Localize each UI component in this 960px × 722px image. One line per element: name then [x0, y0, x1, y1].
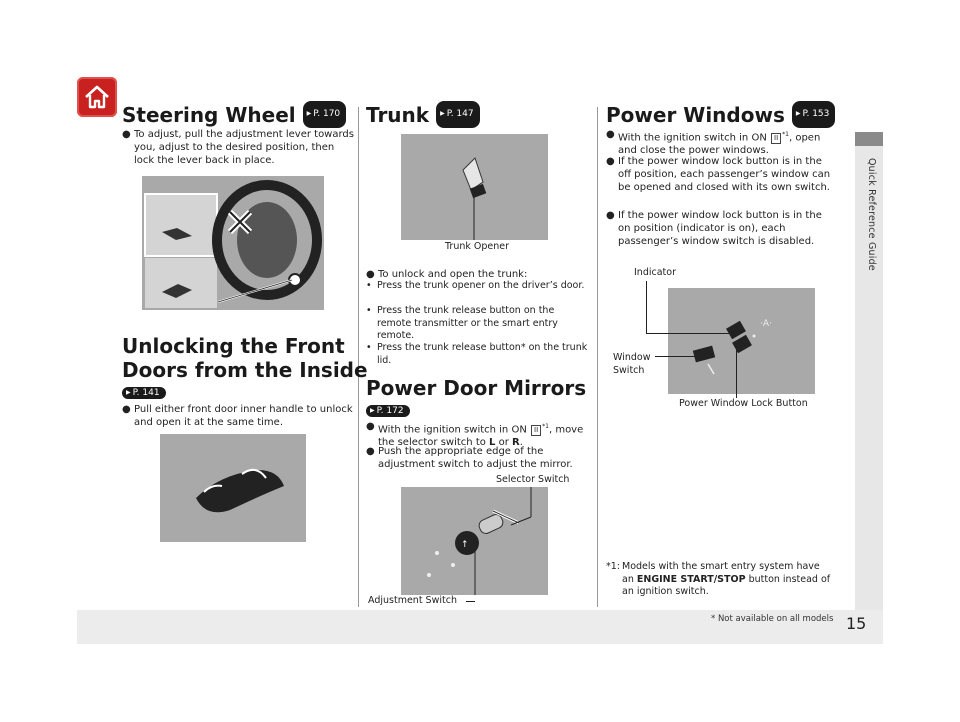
- unlocking-page-ref[interactable]: ▶ P. 141: [122, 387, 166, 399]
- mirrors-bullet-1: ● With the ignition switch in ON II $^{*1}$, move the selector switch to L or R.: [366, 421, 584, 449]
- window-switch-leader: [655, 356, 695, 357]
- steering-wheel-image: [142, 176, 324, 310]
- unlocking-bullet: ● Pull either front door inner handle to unlock and open it at the same time.: [122, 404, 353, 428]
- steering-bullet: ● To adjust, pull the adjustment lever towards you, adjust to the desired position, then lock the lever back in place.: [122, 129, 354, 166]
- page-number: 15: [846, 614, 867, 633]
- section-label: Quick Reference Guide: [866, 158, 877, 271]
- mirrors-page-ref[interactable]: ▶ P. 172: [366, 405, 410, 417]
- steering-title: Steering Wheel ▶ P. 170: [122, 103, 346, 130]
- windows-note: *1: Models with the smart entry system have an ENGINE START/STOP button instead of an ignition switch.: [606, 561, 831, 597]
- windows-bullet-1: ● With the ignition switch in ON II $^{*1}$, open and close the power windows.: [606, 129, 821, 157]
- door-handle-image: [160, 434, 306, 542]
- trunk-title: Trunk ▶ P. 147: [366, 103, 480, 130]
- trunk-opener-image: [401, 134, 548, 240]
- indicator-leader-v: [646, 281, 647, 333]
- mirrors-title: Power Door Mirrors: [366, 376, 587, 400]
- windows-page-ref[interactable]: ▶ P. 153: [792, 101, 836, 128]
- trunk-bullet: ● To unlock and open the trunk:: [366, 269, 528, 280]
- ignition-key-symbol-2: II: [771, 133, 781, 144]
- mirror-switch-image: [401, 487, 548, 595]
- unlocking-title: Unlocking the Front Doors from the Inside: [122, 334, 368, 382]
- adjustment-switch-label: Adjustment Switch: [368, 595, 457, 606]
- mirrors-bullet-2: ● Push the appropriate edge of the adjustment switch to adjust the mirror.: [366, 446, 573, 470]
- section-side-tab-marker: [855, 132, 883, 146]
- window-switch-label: Window Switch: [613, 352, 651, 376]
- windows-bullet-3: ● If the power window lock button is in the on position (indicator is on), each passenger’s window switch is disabled.: [606, 210, 822, 247]
- column-divider-2: [597, 107, 598, 607]
- windows-bullet-2: ● If the power window lock button is in the off position, each passenger’s window can be opened and closed with its own switch.: [606, 156, 831, 193]
- trunk-sub-1: • Press the trunk opener on the driver’s door.: [366, 280, 585, 291]
- indicator-leader-h: [646, 333, 736, 334]
- power-window-switch-image: [668, 288, 815, 394]
- selector-switch-label: Selector Switch: [496, 474, 570, 485]
- unlocking-page-ref-wrap: [122, 384, 166, 403]
- trunk-page-ref[interactable]: ▶ P. 147: [436, 101, 480, 128]
- svg-text:·A·: ·A·: [760, 319, 772, 329]
- lock-button-leader: [736, 344, 737, 398]
- mirrors-page-ref-wrap: [366, 402, 410, 421]
- trunk-sub-2: • Press the trunk release button on the remote transmitter or the smart entry remote.: [366, 305, 558, 341]
- home-button[interactable]: [77, 77, 117, 117]
- trunk-opener-label: Trunk Opener: [445, 241, 509, 252]
- svg-text:↑: ↑: [461, 540, 469, 550]
- steering-page-ref[interactable]: ▶ P. 170: [303, 101, 347, 128]
- home-icon: [77, 77, 117, 117]
- lock-button-label: Power Window Lock Button: [679, 398, 808, 409]
- trunk-sub-3: • Press the trunk release button* on the trunk lid.: [366, 342, 588, 366]
- adjustment-leader: [466, 601, 475, 602]
- indicator-label: Indicator: [634, 267, 676, 278]
- footnote: * Not available on all models: [711, 614, 834, 624]
- ignition-key-symbol: II: [531, 425, 541, 436]
- windows-title: Power Windows ▶ P. 153: [606, 103, 835, 130]
